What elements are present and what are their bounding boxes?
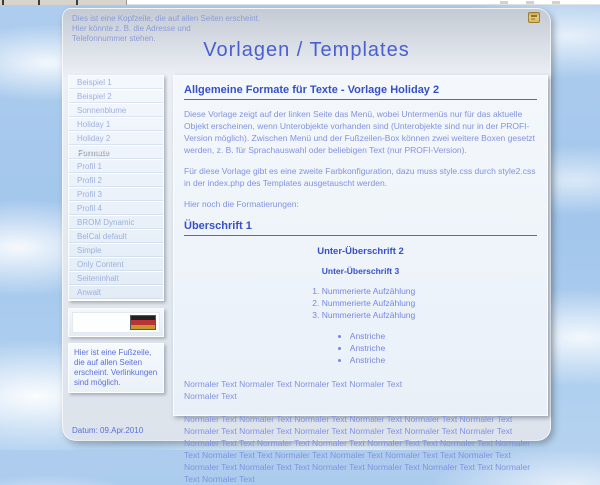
bullet-list	[336, 330, 385, 366]
sidebar-item-only-content[interactable]: Only Content	[69, 258, 163, 272]
normal-text-line: Normaler Text Normaler Text Normaler Text Normaler Text	[184, 379, 403, 389]
bullet-list-item: • Anstriche	[350, 354, 385, 366]
numbered-list-item: 3. Nummerierte Aufzählung	[322, 309, 416, 321]
browser-tabs-remnant	[0, 0, 127, 5]
normal-text-long: Normaler Text Normaler Text Normaler Text Normaler Text Normaler Text Normaler Text Normaler Text Normaler Text Normaler Text Normaler Text Normaler Text Normaler Text Normaler Text Text Normaler Text Normaler Text Normaler Text Text Normaler Text Normaler Text Normaler Text Text Normaler Text Normaler Text Normaler Text Text Normaler Text Normaler Text Normaler Text Text Normaler Text Normaler Text Normaler Text Text Normaler Text Normaler Text	[184, 414, 531, 484]
kopfzeile-line: Telefonnummer stehen.	[72, 34, 156, 43]
sidebar-item-holiday-2[interactable]: Holiday 2	[69, 132, 163, 146]
content-paragraph-3: Hier noch die Formatierungen:	[184, 199, 299, 209]
sidebar-item-sonnenblume[interactable]: Sonnenblume	[69, 104, 163, 118]
sidebar-item-belcal-default[interactable]: BelCal default	[69, 230, 163, 244]
sidebar-item-seiteninhalt[interactable]: Seiteninhalt	[69, 272, 163, 286]
tab-divider	[2, 0, 4, 5]
language-selector	[72, 312, 160, 333]
sample-heading-1: Überschrift 1	[184, 220, 537, 236]
numbered-list-item: 1. Nummerierte Aufzählung	[322, 285, 416, 297]
browser-edge-strip	[0, 0, 600, 5]
sidebar-item-formate[interactable]: Formate	[69, 146, 163, 160]
bullet-list-item: • Anstriche	[350, 330, 385, 342]
sidebar-item-beispiel-1[interactable]: Beispiel 1	[69, 76, 163, 90]
sidebar-item-anwalt[interactable]: Anwalt	[69, 286, 163, 300]
normal-text-short	[184, 378, 537, 402]
sidebar-menu	[68, 75, 164, 301]
sidebar-item-profil-3[interactable]: Profil 3	[69, 188, 163, 202]
sidebar-item-holiday-1[interactable]: Holiday 1	[69, 118, 163, 132]
print-icon[interactable]	[528, 12, 540, 23]
content-paragraph-2: Für diese Vorlage gibt es eine zweite Farbkonfiguration, dazu muss style.css durch style2.css in der index.php des Templates ausgetauscht werden.	[184, 166, 536, 188]
bullet-list-item: • Anstriche	[350, 342, 385, 354]
normal-text-line: Normaler Text	[184, 391, 237, 401]
page-title: Vorlagen / Templates	[203, 39, 410, 61]
sample-subheading-3: Unter-Überschrift 3	[321, 266, 400, 276]
toolbar-mark	[552, 1, 560, 4]
page-container	[62, 8, 551, 484]
numbered-list-item: 2. Nummerierte Aufzählung	[322, 297, 416, 309]
sidebar-footer-box: Hier ist eine Fußzeile, die auf allen Seiten erscheint. Verlinkungen sind möglich.	[68, 343, 164, 393]
sidebar-item-brom-dynamic[interactable]: BROM Dynamic	[69, 216, 163, 230]
content-area	[173, 75, 548, 484]
sidebar-item-profil-4[interactable]: Profil 4	[69, 202, 163, 216]
sidebar-item-beispiel-2[interactable]: Beispiel 2	[69, 90, 163, 104]
toolbar-mark	[526, 1, 534, 4]
content-paragraph-1: Diese Vorlage zeigt auf der linken Seite das Menü, wobei Untermenüs nur für das aktuelle Objekt erscheinen, wenn Unterobjekte vorhanden sind (Unterobjekte sind nur in der PROFI-Version möglich). Zwischen Menü und der Fußzeilen-Box können zwei weitere Boxen gesetzt werden, z. B. für Sprachauswahl oder beliebigen Text (nur PROFI-Version).	[184, 109, 536, 155]
date-footer: Datum: 09.Apr.2010	[72, 426, 144, 435]
kopfzeile-line: Dies ist eine Kopfzeile, die auf allen Seiten erscheint.	[72, 14, 261, 23]
toolbar-mark	[500, 1, 508, 4]
content-heading: Allgemeine Formate für Texte - Vorlage Holiday 2	[184, 84, 537, 100]
tab-divider	[76, 0, 78, 5]
language-box	[68, 308, 164, 337]
sidebar-item-simple[interactable]: Simple	[69, 244, 163, 258]
german-flag-icon[interactable]	[130, 315, 156, 330]
sample-subheading-2: Unter-Überschrift 2	[317, 246, 404, 257]
kopfzeile-line: Hier könnte z. B. die Adresse und	[72, 24, 191, 33]
sidebar-item-profil-2[interactable]: Profil 2	[69, 174, 163, 188]
sidebar-item-profil-1[interactable]: Profil 1	[69, 160, 163, 174]
numbered-list	[306, 285, 416, 321]
tab-divider	[38, 0, 40, 5]
flag-stripe-gold	[131, 325, 155, 329]
sidebar	[68, 75, 164, 393]
